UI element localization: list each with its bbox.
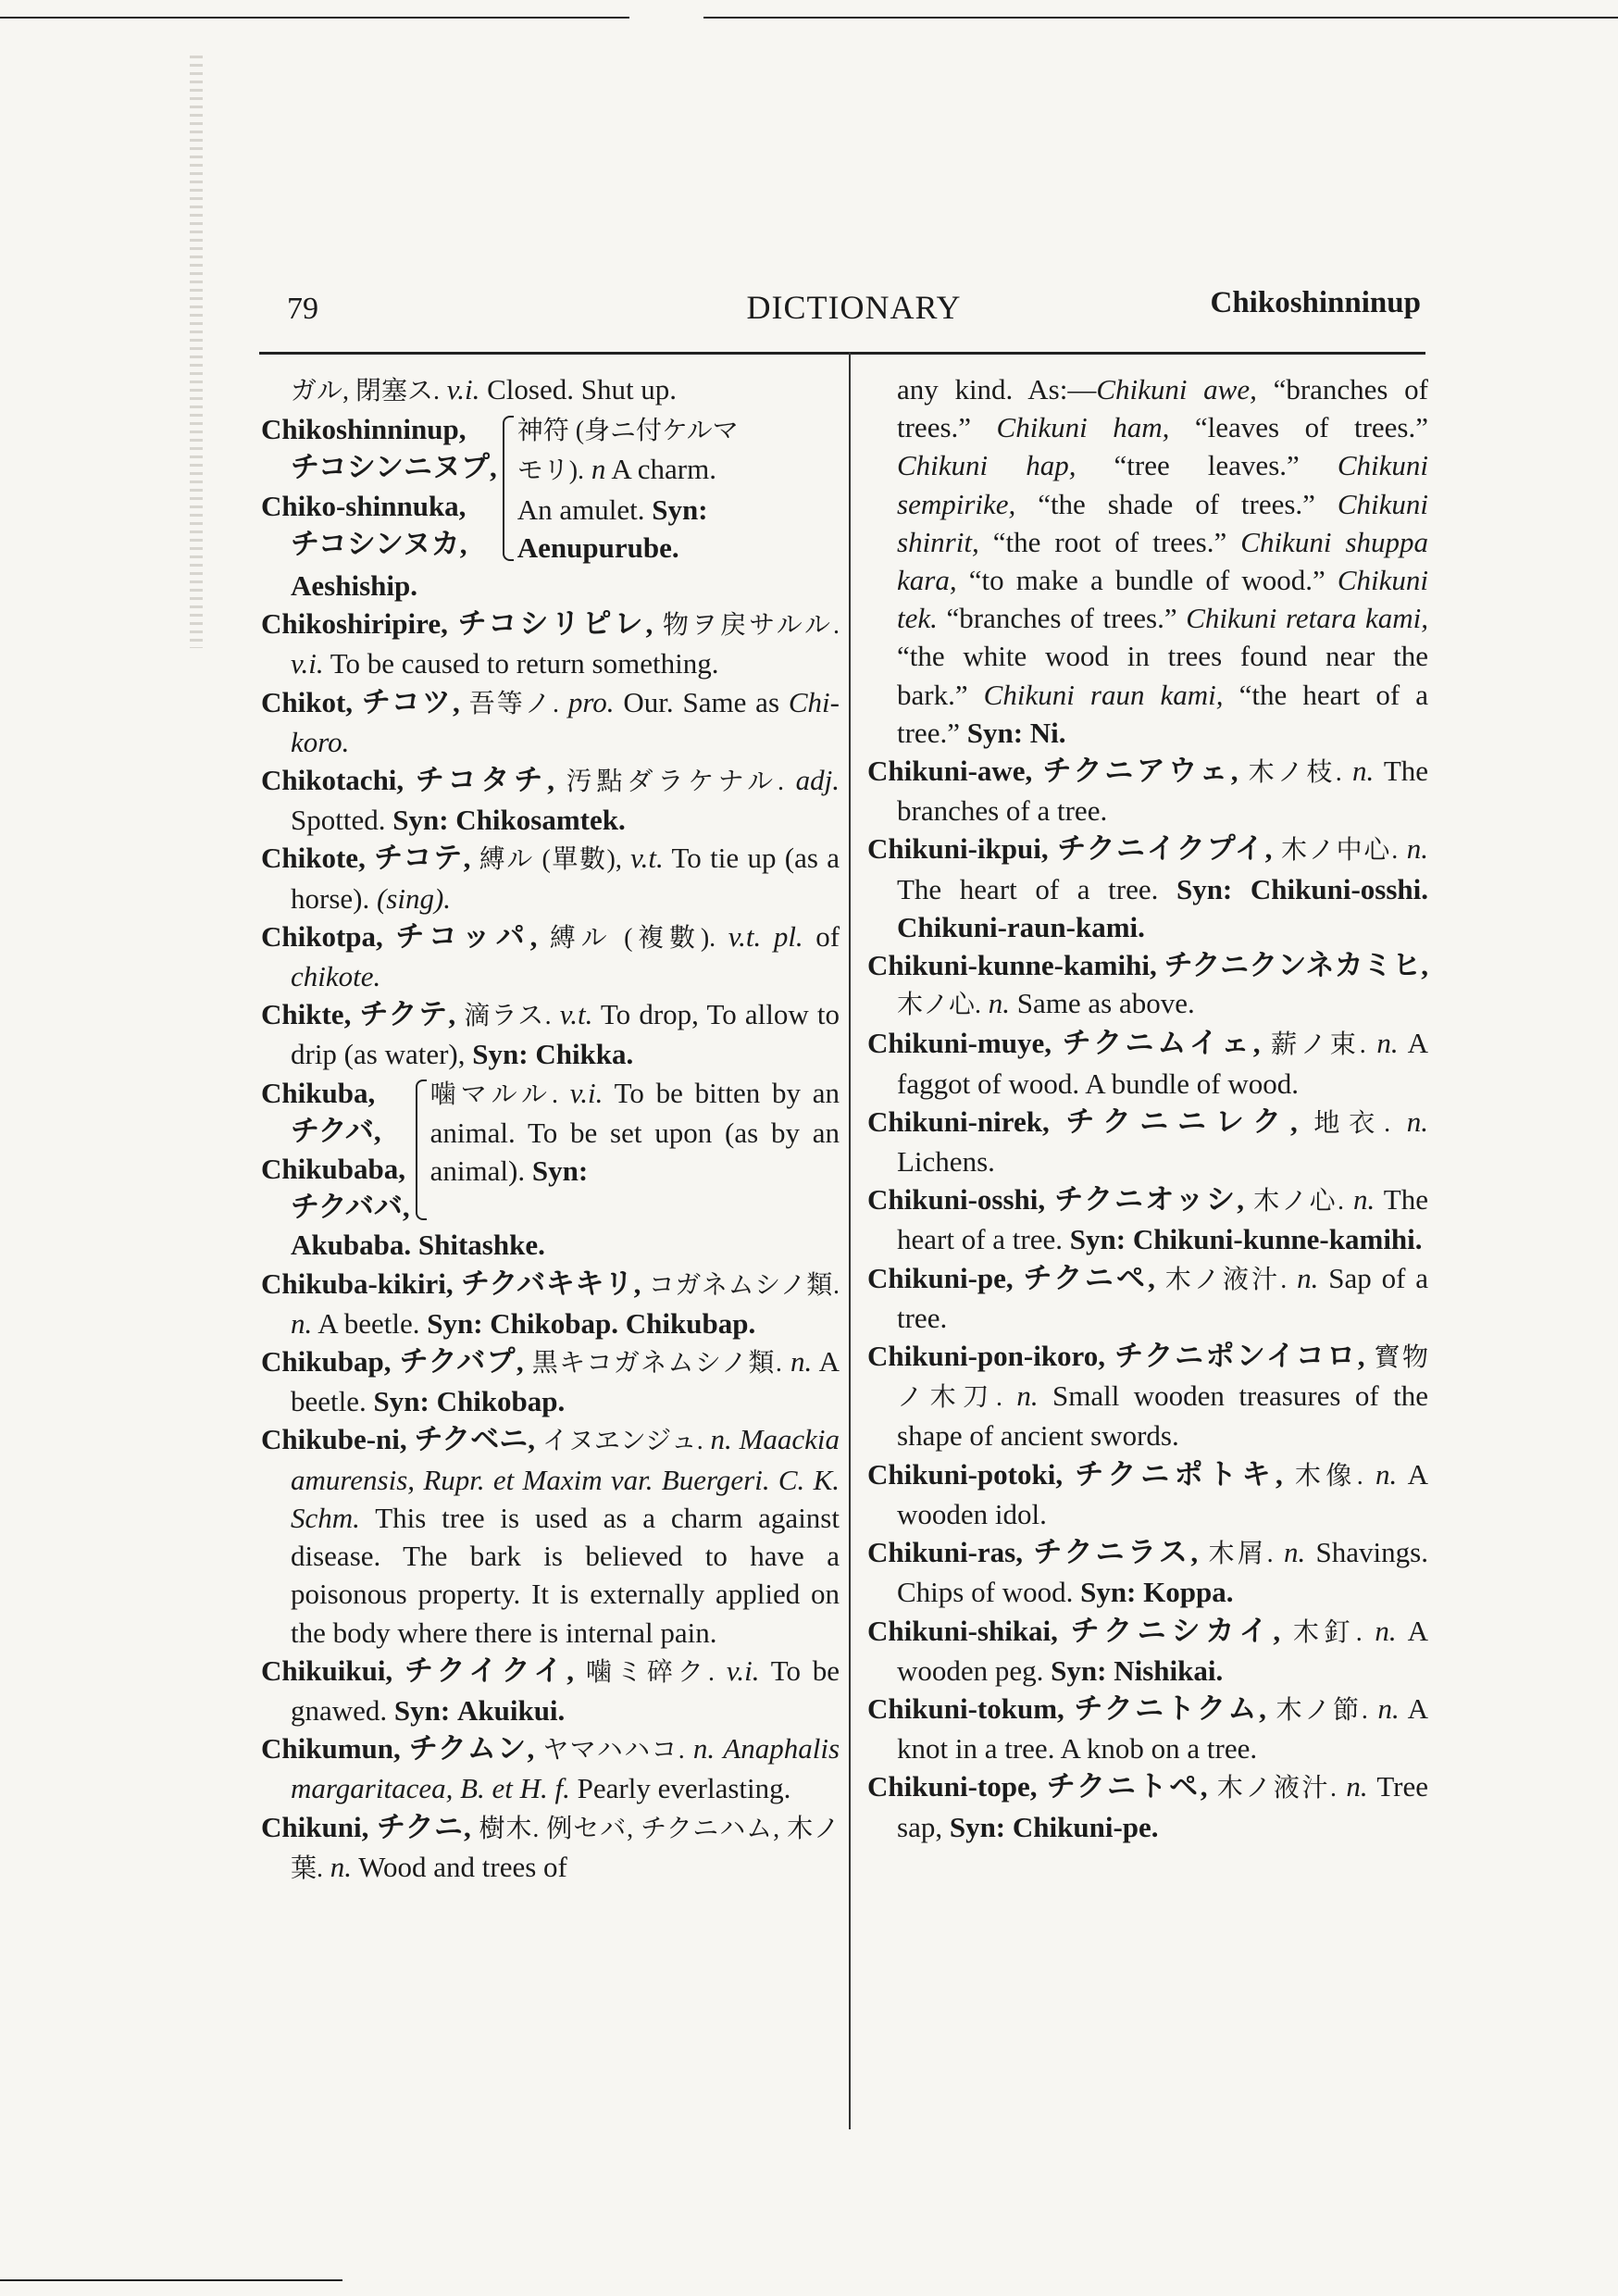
- entry-continuation: ガル, 閉塞ス. v.i. Closed. Shut up.: [291, 373, 678, 406]
- brace-headwords: Chikuba, チクバ, Chikubaba, チクババ,: [261, 1076, 410, 1224]
- entry-chikuikui: Chikuikui, チクイクイ, 噛ミ碎ク. v.i. To be gnawed. Syn: Akuikui.: [261, 1653, 840, 1727]
- entry-chikuni-ikpui: Chikuni-ikpui, チクニイクプイ, 木ノ中心. n. The heart of a tree. Syn: Chikuni-osshi. Chikuni-raun-kami.: [867, 832, 1429, 943]
- entry-chikuni-awe: Chikuni-awe, チクニアウェ, 木ノ枝. n. The branches of a tree.: [867, 755, 1429, 828]
- top-rule-left: [0, 17, 629, 19]
- page-number: 79: [287, 292, 318, 326]
- entry-chikube-ni: Chikube-ni, チクベニ, イヌヱンジュ. n. Maackia amurensis, Rupr. et Maxim var. Buergeri. C. K. Schm. This tree is used as a charm against disease. The bark is believed to have a poisonous property. It is externally applied on the body where there is internal pain.: [261, 1423, 840, 1649]
- entry-chikuba-kikiri: Chikuba-kikiri, チクバキキリ, コガネムシノ類. n. A beetle. Syn: Chikobap. Chikubap.: [261, 1267, 840, 1340]
- entry-chikoshiripire: Chikoshiripire, チコシリピレ, 物ヲ戻サルル. v.i. To be caused to return something.: [261, 607, 840, 680]
- entry-chikuni-nirek: Chikuni-nirek, チクニニレク, 地衣. n. Lichens.: [867, 1104, 1429, 1179]
- entry-chikuni-osshi: Chikuni-osshi, チクニオッシ, 木ノ心. n. The heart of a tree. Syn: Chikuni-kunne-kamihi.: [867, 1183, 1428, 1256]
- entry-chikote: Chikote, チコテ, 縛ル (單數), v.t. To tie up (as a horse). (sing).: [261, 842, 840, 915]
- entry-chikuni: Chikuni, チクニ, 樹木. 例セバ, チクニハム, 木ノ葉. n. Wood and trees of: [261, 1810, 840, 1883]
- entry-chikuni-tope: Chikuni-tope, チクニトペ, 木ノ液汁. n. Tree sap, Syn: Chikuni-pe.: [867, 1770, 1429, 1843]
- entry-chikuni-ras: Chikuni-ras, チクニラス, 木屑. n. Shavings. Chips of wood. Syn: Koppa.: [867, 1536, 1428, 1609]
- brace-definition: 神符 (身ニ付ケルマ モリ). n A charm. An amulet. Syn: Aenupurube.: [517, 417, 739, 564]
- brace-headwords: Chikoshinninup, チコシンニヌプ, Chiko-shinnuka, チコシンヌカ,: [261, 413, 497, 560]
- brace-definition: 噛マルル. v.i. To be bitten by an animal. To be set upon (as by an animal). Syn:: [429, 1076, 840, 1188]
- entry-chikuni-shikai: Chikuni-shikai, チクニシカイ, 木釘. n. A wooden peg. Syn: Nishikai.: [867, 1614, 1429, 1687]
- page-header: [287, 282, 1421, 329]
- entry-chikuni-pon-ikoro: Chikuni-pon-ikoro, チクニポンイコロ, 寳物ノ木刀. n. Small wooden treasures of the shape of ancient swords.: [867, 1340, 1429, 1453]
- entry-chikumun: Chikumun, チクムン, ヤマハハコ. n. Anaphalis margaritacea, B. et H. f. Pearly everlasting.: [261, 1732, 840, 1805]
- entry-chikotpa: Chikotpa, チコッパ, 縛ル (複數). v.t. pl. of chikote.: [261, 919, 840, 993]
- brace-mark: [410, 1074, 430, 1227]
- brace-mark: [497, 410, 517, 567]
- bottom-rule: [0, 2279, 342, 2281]
- entry-continuation: Akubaba. Shitashke.: [291, 1229, 545, 1262]
- entry-chikubap: Chikubap, チクバプ, 黒キコガネムシノ類. n. A beetle. Syn: Chikobap.: [261, 1345, 840, 1418]
- entry-continuation: Aeshiship.: [291, 569, 417, 603]
- guide-word: Chikoshinninup: [1210, 286, 1421, 319]
- entry-chikoshinninup: [261, 410, 840, 567]
- entry-chikotachi: Chikotachi, チコタチ, 汚點ダラケナル. adj. Spotted. Syn: Chikosamtek.: [261, 764, 840, 837]
- top-rule-right: [703, 17, 1618, 19]
- right-column: [867, 370, 1428, 1846]
- page-title: DICTIONARY: [746, 289, 962, 326]
- entry-chikuba: [261, 1074, 840, 1227]
- margin-marks: [190, 56, 203, 648]
- entry-chikuni-potoki: Chikuni-potoki, チクニポトキ, 木像. n. A wooden idol.: [867, 1457, 1429, 1530]
- entry-chikuni-pe: Chikuni-pe, チクニペ, 木ノ液汁. n. Sap of a tree.: [867, 1261, 1429, 1334]
- entry-chikuni-kunne-kamihi: Chikuni-kunne-kamihi, チクニクンネカミヒ, 木ノ心. n. Same as above.: [867, 949, 1428, 1020]
- entry-chikuni-continuation: any kind. As:—Chikuni awe, “branches of trees.” Chikuni ham, “leaves of trees.” Chikuni hap, “tree leaves.” Chikuni sempirike, “the shade of trees.” Chikuni shinrit, “the root of trees.” Chikuni shuppa kara, “to make a bundle of wood.” Chikuni tek. “branches of trees.” Chikuni retara kami, “the white wood in trees found near the bark.” Chikuni raun kami, “the heart of a tree.” Syn: Ni.: [897, 373, 1429, 749]
- entry-chikuni-muye: Chikuni-muye, チクニムイェ, 薪ノ束. n. A faggot of wood. A bundle of wood.: [867, 1027, 1428, 1100]
- entry-chikuni-tokum: Chikuni-tokum, チクニトクム, 木ノ節. n. A knot in a tree. A knob on a tree.: [867, 1691, 1429, 1766]
- entry-chikte: Chikte, チクテ, 滴ラス. v.t. To drop, To allow to drip (as water), Syn: Chikka.: [261, 998, 840, 1071]
- column-divider: [849, 352, 851, 2129]
- entry-chikot: Chikot, チコツ, 吾等ノ. pro. Our. Same as Chi-koro.: [261, 685, 840, 758]
- left-column: [261, 370, 840, 1888]
- header-rule: [259, 352, 1425, 355]
